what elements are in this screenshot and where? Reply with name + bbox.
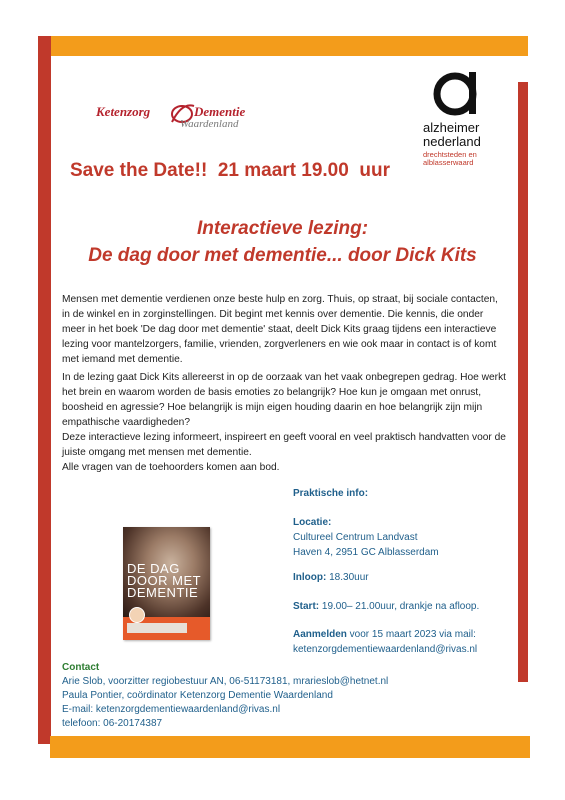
logo-text-waardenland: Waardenland bbox=[180, 118, 239, 130]
aanmelden-block bbox=[293, 627, 477, 657]
contact-phone: telefoon: 06-20174387 bbox=[62, 718, 163, 729]
locatie-name: Cultureel Centrum Landvast bbox=[293, 532, 418, 543]
book-title-line2: DOOR MET bbox=[127, 573, 202, 588]
red-frame-right bbox=[518, 82, 528, 682]
alzheimer-a-icon bbox=[433, 66, 483, 120]
logo-text-alzheimer: alzheimer bbox=[423, 120, 480, 135]
logo-text-ketenzorg: Ketenzorg bbox=[96, 104, 151, 119]
alzheimer-nederland-logo bbox=[423, 66, 523, 166]
praktische-info-heading: Praktische info: bbox=[293, 488, 369, 499]
contact-block bbox=[62, 661, 388, 731]
informeert-paragraph: Deze interactieve lezing informeert, inspireert en geeft vooral en veel praktisch handvatten voor de juiste omgang met mensen met dementie. bbox=[62, 432, 506, 458]
locatie-label: Locatie: bbox=[293, 517, 332, 528]
aanmelden-email[interactable]: ketenzorgdementiewaardenland@rivas.nl bbox=[293, 644, 478, 655]
red-frame-left bbox=[38, 36, 51, 744]
inloop-line bbox=[293, 570, 369, 585]
logo-text-drechtsteden: drechtsteden en bbox=[423, 150, 477, 159]
aanmelden-value: voor 15 maart 2023 via mail: bbox=[346, 629, 476, 640]
book-subtitle-strip bbox=[127, 623, 187, 633]
orange-frame-bottom bbox=[50, 736, 530, 758]
start-label: Start: bbox=[293, 601, 320, 612]
start-value: 19.00– 21.00uur, drankje na afloop. bbox=[319, 601, 480, 612]
contact-email[interactable]: E-mail: ketenzorgdementiewaardenland@rivas.nl bbox=[62, 704, 281, 715]
contact-heading: Contact bbox=[62, 662, 100, 673]
logo-text-nederland: nederland bbox=[423, 134, 481, 149]
vragen-paragraph: Alle vragen van de toehoorders komen aan bod. bbox=[62, 462, 280, 473]
lezing-paragraph: In de lezing gaat Dick Kits allereerst in op de oorzaak van het vaak onbegrepen gedrag. Hoe werkt het brein en waarom worden de basis emoties zo belangrijk? Hoe kun je omgaan met onrust, boosheid en agressie? Hoe belangrijk is mijn eigen houding daarin en hoe belangrijk zijn mijn empathische vaardigheden? bbox=[62, 372, 506, 428]
lezing-title-line2: De dag door met dementie... door Dick Kits bbox=[88, 245, 477, 266]
contact-line-paula: Paula Pontier, coördinator Ketenzorg Dementie Waardenland bbox=[62, 690, 333, 701]
book-title-line1: DE DAG bbox=[127, 561, 180, 576]
save-the-date-heading: Save the Date!! 21 maart 19.00 uur bbox=[70, 160, 390, 181]
lezing-details bbox=[62, 370, 507, 475]
ketenzorg-dementie-logo bbox=[96, 100, 256, 134]
inloop-value: 18.30uur bbox=[326, 572, 369, 583]
book-cover-image bbox=[123, 527, 210, 640]
inloop-label: Inloop: bbox=[293, 572, 327, 583]
contact-line-arie: Arie Slob, voorzitter regiobestuur AN, 06-51173181, mrarieslob@hetnet.nl bbox=[62, 676, 389, 687]
locatie-block bbox=[293, 515, 439, 560]
book-author-badge bbox=[129, 607, 145, 623]
orange-frame-top bbox=[38, 36, 528, 56]
locatie-address: Haven 4, 2951 GC Alblasserdam bbox=[293, 547, 439, 558]
lezing-title-line1: Interactieve lezing: bbox=[196, 218, 369, 239]
logo-text-alblasserwaard: alblasserwaard bbox=[423, 158, 474, 167]
book-title-line3: DEMENTIE bbox=[127, 585, 199, 600]
start-line bbox=[293, 599, 479, 614]
aanmelden-label: Aanmelden bbox=[293, 629, 347, 640]
intro-paragraph: Mensen met dementie verdienen onze beste hulp en zorg. Thuis, op straat, bij sociale contacten, in de winkel en in zorginstellingen. Dit begint met kennis over dementie. Die kennis, die onder meer in het boek 'De dag door met dementie' staat, deelt Dick Kits graag tijdens een interactieve lezing voor mantelzorgers, familie, vrienden, zorgverleners en wie ook maar in contact is of komt met iemand met dementie. bbox=[62, 294, 498, 365]
logo-text-dementie: Dementie bbox=[194, 104, 246, 119]
